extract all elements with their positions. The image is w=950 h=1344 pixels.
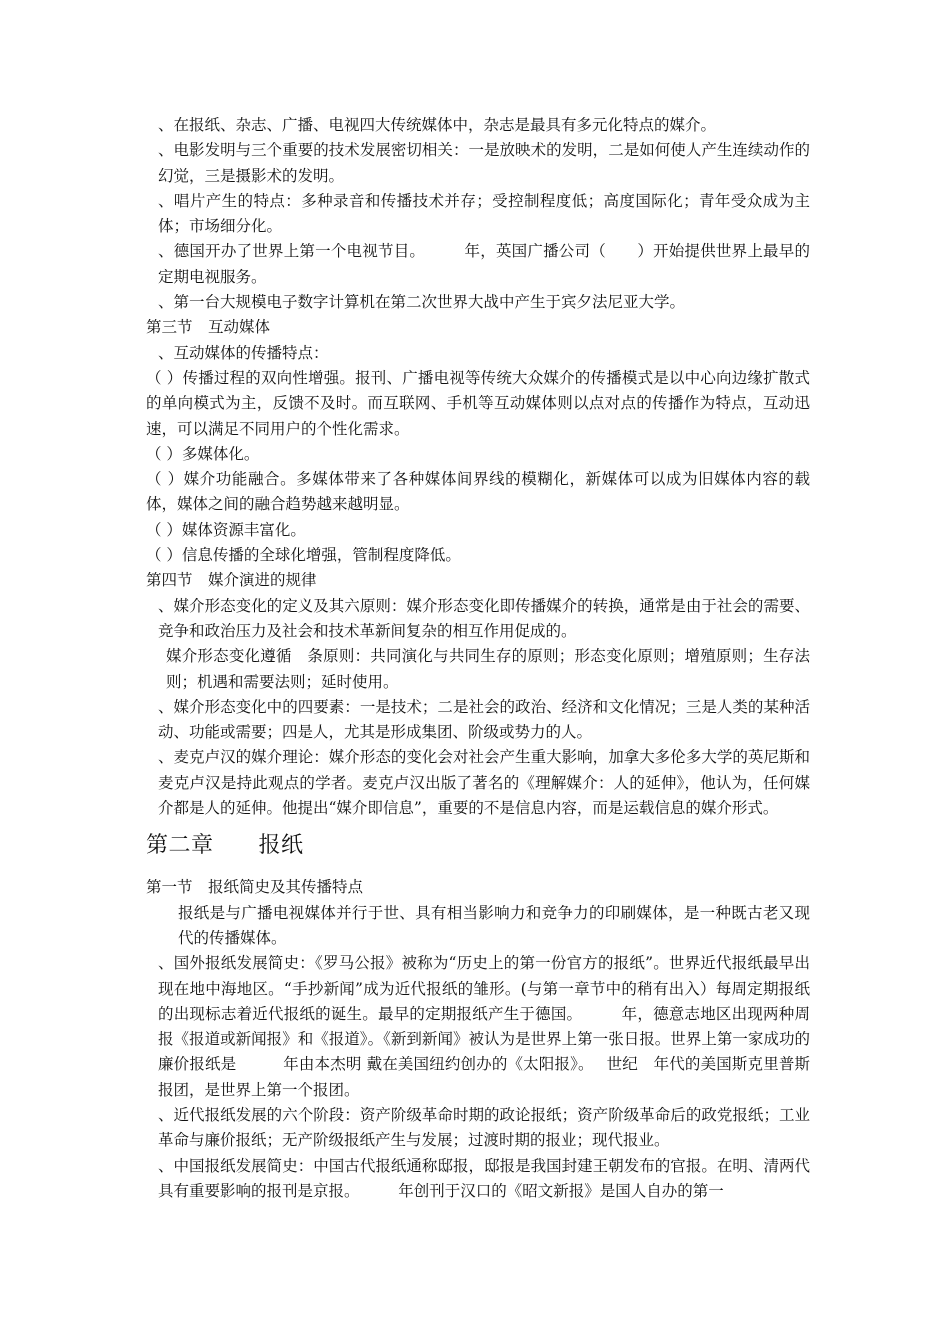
paragraph-film: 、电影发明与三个重要的技术发展密切相关：一是放映术的发明，二是如何使人产生连续动作的幻觉，三是摄影术的发明。	[158, 141, 810, 185]
list-item: （ ）信息传播的全球化增强，管制程度降低。	[146, 546, 461, 565]
list-item: （ ）媒介功能融合。多媒体带来了各种媒体间界线的模糊化，新媒体可以成为旧媒体内容的载体，媒体之间的融合趋势越来越明显。	[146, 470, 810, 514]
document-page	[146, 113, 810, 1204]
paragraph-six-principles: 媒介形态变化遵循 条原则：共同演化与共同生存的原则；形态变化原则；增殖原则；生存法则；机遇和需要法则；延时使用。	[166, 647, 810, 691]
section-heading-interactive-media: 第三节 互动媒体	[146, 318, 271, 337]
section-heading-media-evolution: 第四节 媒介演进的规律	[146, 571, 317, 590]
list-item: （ ）媒体资源丰富化。	[146, 520, 306, 539]
paragraph-magazine: 、在报纸、杂志、广播、电视四大传统媒体中，杂志是最具有多元化特点的媒介。	[158, 116, 717, 134]
paragraph-interactive-features: 、互动媒体的传播特点：	[158, 343, 329, 362]
chapter-title: 第二章 报纸	[146, 833, 304, 859]
list-item: （ ）多媒体化。	[146, 444, 260, 463]
paragraph-foreign-newspapers: 、国外报纸发展简史：《罗马公报》被称为“历史上的第一份官方的报纸”。世界近代报纸最早出现在地中海地区。“手抄新闻”成为近代报纸的雏形。(与第一章节中的稍有出入）每周定期报纸的出现标志着近代报纸的诞生。最早的定期报纸产生于德国。 年，德意志地区出现两种周报《报道或新闻报》和《报道》。《新到新闻》被认为是世界上第一张日报。世界上第一家成功的廉价报纸是 年由本杰明 戴在美国纽约创办的《太阳报》。 世纪 年代的美国斯克里普斯报团，是世界上第一个报团。	[158, 954, 810, 1099]
paragraph-record: 、唱片产生的特点：多种录音和传播技术并存；受控制程度低；高度国际化；青年受众成为主体；市场细分化。	[158, 191, 810, 236]
list-item: （ ）传播过程的双向性增强。报刊、广播电视等传统大众媒介的传播模式是以中心向边缘扩散式的单向模式为主，反馈不及时。而互联网、手机等互动媒体则以点对点的传播作为特点，互动迅速，可以满足不同用户的个性化需求。	[146, 368, 810, 438]
paragraph-newspaper-intro: 报纸是与广播电视媒体并行于世、具有相当影响力和竞争力的印刷媒体，是一种既古老又现代的传播媒体。	[178, 903, 810, 947]
section-heading-newspaper-history: 第一节 报纸简史及其传播特点	[146, 878, 364, 897]
paragraph-four-elements: 、媒介形态变化中的四要素：一是技术；二是社会的政治、经济和文化情况；三是人类的某种活动、功能或需要；四是人，尤其是形成集团、阶级或势力的人。	[158, 697, 810, 742]
paragraph-mediamorphosis: 、媒介形态变化的定义及其六原则：媒介形态变化即传播媒介的转换，通常是由于社会的需要、竞争和政治压力及社会和技术革新间复杂的相互作用促成的。	[158, 596, 810, 640]
paragraph-mcluhan: 、麦克卢汉的媒介理论：媒介形态的变化会对社会产生重大影响，加拿大多伦多大学的英尼斯和麦克卢汉是持此观点的学者。麦克卢汉出版了著名的《理解媒介：人的延伸》，他认为，任何媒介都是人的延伸。他提出“媒介即信息”，重要的不是信息内容，而是运载信息的媒介形式。	[158, 748, 810, 818]
paragraph-chinese-newspapers: 、中国报纸发展简史：中国古代报纸通称邸报，邸报是我国封建王朝发布的官报。在明、清两代具有重要影响的报刊是京报。 年创刊于汉口的《昭文新报》是国人自办的第一	[158, 1156, 810, 1200]
paragraph-six-stages: 、近代报纸发展的六个阶段：资产阶级革命时期的政论报纸；资产阶级革命后的政党报纸；工业革命与廉价报纸；无产阶级报纸产生与发展；过渡时期的报业；现代报业。	[158, 1105, 810, 1150]
paragraph-television: 、德国开办了世界上第一个电视节目。 年，英国广播公司（ ）开始提供世界上最早的定期电视服务。	[158, 242, 810, 286]
paragraph-computer: 、第一台大规模电子数字计算机在第二次世界大战中产生于宾夕法尼亚大学。	[158, 293, 686, 312]
